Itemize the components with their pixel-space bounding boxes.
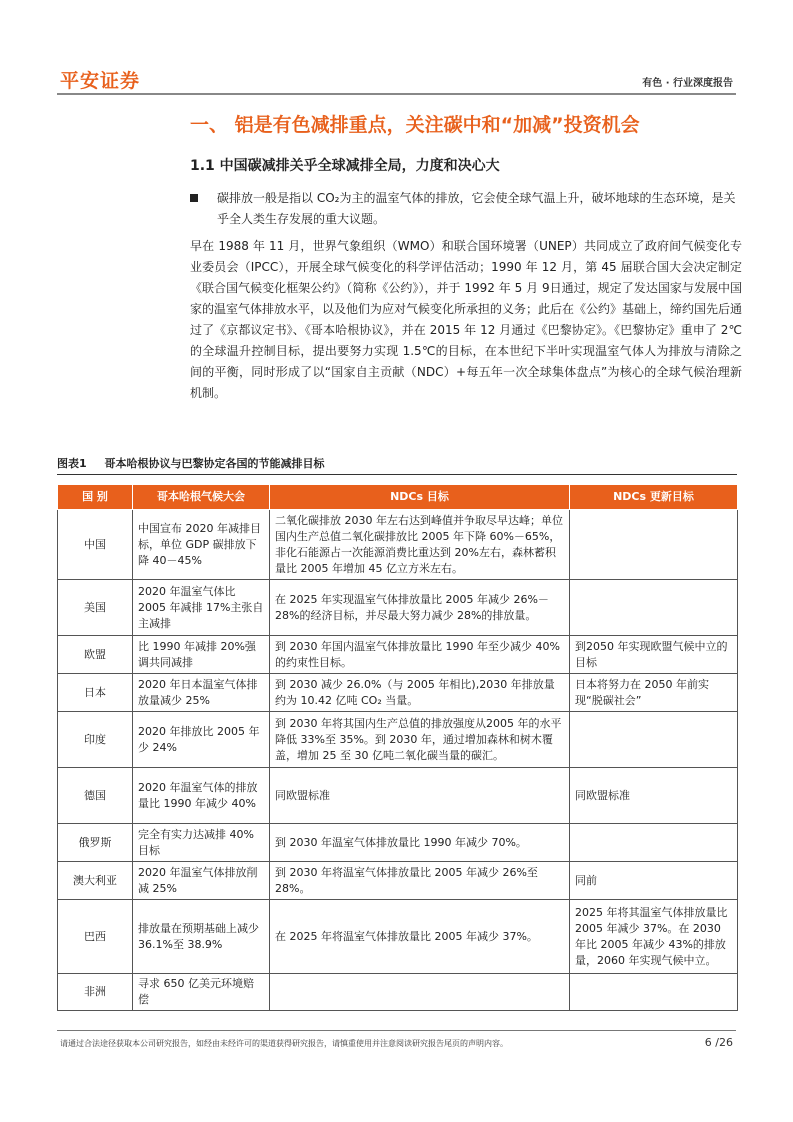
country-cell: 德国 [58,768,133,824]
country-cell: 巴西 [58,900,133,974]
subsection-heading: 1.1 中国碳减排关乎全球减排全局，力度和决心大 [190,158,500,174]
ndc-update-cell: 到2050 年实现欧盟气候中立的目标 [570,636,738,674]
footer-divider [57,1030,736,1031]
figure-label: 图表1 [57,457,87,470]
country-cell: 非洲 [58,974,133,1011]
footer-disclaimer: 请通过合法途径获取本公司研究报告，如经由未经许可的渠道获得研究报告，请慎重使用并注意阅读研究报告尾页的声明内容。 [60,1039,508,1048]
ndc-cell: 到 2030 年将其国内生产总值的排放强度从2005 年的水平降低 33%至 35%。到 2030 年，通过增加森林和树木覆盖，增加 25 至 30 亿吨二氧化碳当量的碳汇。 [270,712,570,768]
header-divider [57,93,736,95]
targets-table [57,484,738,1011]
copenhagen-cell: 2020 年温室气体排放削减 25% [133,862,270,900]
copenhagen-cell: 寻求 650 亿美元环境赔偿 [133,974,270,1011]
bullet-text: 碳排放一般是指以 CO₂为主的温室气体的排放，它会使全球气温上升，破坏地球的生态环境，是关乎全人类生存发展的重大议题。 [217,191,736,226]
table-row [58,712,738,768]
ndc-update-cell [570,510,738,580]
copenhagen-cell: 中国宣布 2020 年减排目标，单位 GDP 碳排放下降 40－45% [133,510,270,580]
country-cell: 澳大利亚 [58,862,133,900]
table-row [58,768,738,824]
ndc-cell: 在 2025 年实现温室气体排放量比 2005 年减少 26%－28%的经济目标，并尽最大努力减少 28%的排放量。 [270,580,570,636]
bullet-point [190,188,738,230]
page-number: 6 /26 [704,1036,733,1049]
col-header-copenhagen: 哥本哈根气候大会 [133,485,270,510]
table-row [58,580,738,636]
figure-caption: 哥本哈根协议与巴黎协定各国的节能减排目标 [104,457,325,470]
ndc-cell: 到 2030 年将温室气体排放量比 2005 年减少 26%至 28%。 [270,862,570,900]
ndc-update-cell: 同欧盟标准 [570,768,738,824]
table-row [58,636,738,674]
ndc-cell: 同欧盟标准 [270,768,570,824]
ndc-cell [270,974,570,1011]
ndc-cell: 到 2030 年温室气体排放量比 1990 年减少 70%。 [270,824,570,862]
copenhagen-cell: 2020 年排放比 2005 年少 24% [133,712,270,768]
copenhagen-cell: 完全有实力达减排 40%目标 [133,824,270,862]
table-row [58,974,738,1011]
country-cell: 中国 [58,510,133,580]
country-cell: 美国 [58,580,133,636]
country-cell: 印度 [58,712,133,768]
copenhagen-cell: 2020 年日本温室气体排放量减少 25% [133,674,270,712]
col-header-ndc: NDCs 目标 [270,485,570,510]
country-cell: 俄罗斯 [58,824,133,862]
body-paragraph: 早在 1988 年 11 月，世界气象组织（WMO）和联合国环境署（UNEP）共同成立了政府间气候变化专业委员会（IPCC），开展全球气候变化的科学评估活动；1990 年 12 月，第 45 届联合国大会决定制定《联合国气候变化框架公约》（简称《公约》），并于 1992 年 5 月 9日通过，规定了发达国家与发展中国家的温室气体排放水平，以及他们为应对气候变化所承担的义务；此后在《公约》基础上，缔约国先后通过了《京都议定书》、《哥本哈根协议》，并在 2015 年 12 月通过《巴黎协定》。《巴黎协定》重申了 2℃的全球温升控制目标，提出要努力实现 1.5℃的目标，在本世纪下半叶实现温室气体人为排放与清除之间的平衡，同时形成了以“国家自主贡献（NDC）+每五年一次全球集体盘点”为核心的全球气候治理新机制。 [190,239,743,400]
ndc-update-cell [570,580,738,636]
report-section-label: 有色 · 行业深度报告 [642,78,733,89]
figure-title [57,455,737,475]
ndc-update-cell: 日本将努力在 2050 年前实现“脱碳社会” [570,674,738,712]
ndc-cell: 在 2025 年将温室气体排放量比 2005 年减少 37%。 [270,900,570,974]
ndc-update-cell [570,712,738,768]
ndc-cell: 二氧化碳排放 2030 年左右达到峰值并争取尽早达峰；单位国内生产总值二氧化碳排放比 2005 年下降 60%－65%，非化石能源占一次能源消费比重达到 20%左右，森林蓄积量比 2005 年增加 45 亿立方米左右。 [270,510,570,580]
table-row [58,510,738,580]
copenhagen-cell: 2020 年温室气体比 2005 年减排 17%主张自主减排 [133,580,270,636]
ndc-update-cell [570,824,738,862]
table-row [58,900,738,974]
table-row [58,862,738,900]
table-header-row [58,485,738,510]
col-header-country: 国 别 [58,485,133,510]
square-bullet-icon [190,194,198,202]
country-cell: 欧盟 [58,636,133,674]
brand-logo: 平安证券 [60,70,141,92]
copenhagen-cell: 2020 年温室气体的排放量比 1990 年减少 40% [133,768,270,824]
country-cell: 日本 [58,674,133,712]
copenhagen-cell: 比 1990 年减排 20%强调共同减排 [133,636,270,674]
table-row [58,674,738,712]
table-row [58,824,738,862]
ndc-cell: 到 2030 年国内温室气体排放量比 1990 年至少减少 40%的约束性目标。 [270,636,570,674]
col-header-ndc-update: NDCs 更新目标 [570,485,738,510]
ndc-update-cell: 2025 年将其温室气体排放量比2005 年减少 37%。在 2030 年比 2005 年减少 43%的排放量，2060 年实现气候中立。 [570,900,738,974]
ndc-update-cell [570,974,738,1011]
copenhagen-cell: 排放量在预期基础上减少 36.1%至 38.9% [133,900,270,974]
ndc-update-cell: 同前 [570,862,738,900]
section-heading: 一、 铝是有色减排重点，关注碳中和“加减”投资机会 [190,114,640,136]
ndc-cell: 到 2030 减少 26.0%（与 2005 年相比),2030 年排放量约为 10.42 亿吨 CO₂ 当量。 [270,674,570,712]
